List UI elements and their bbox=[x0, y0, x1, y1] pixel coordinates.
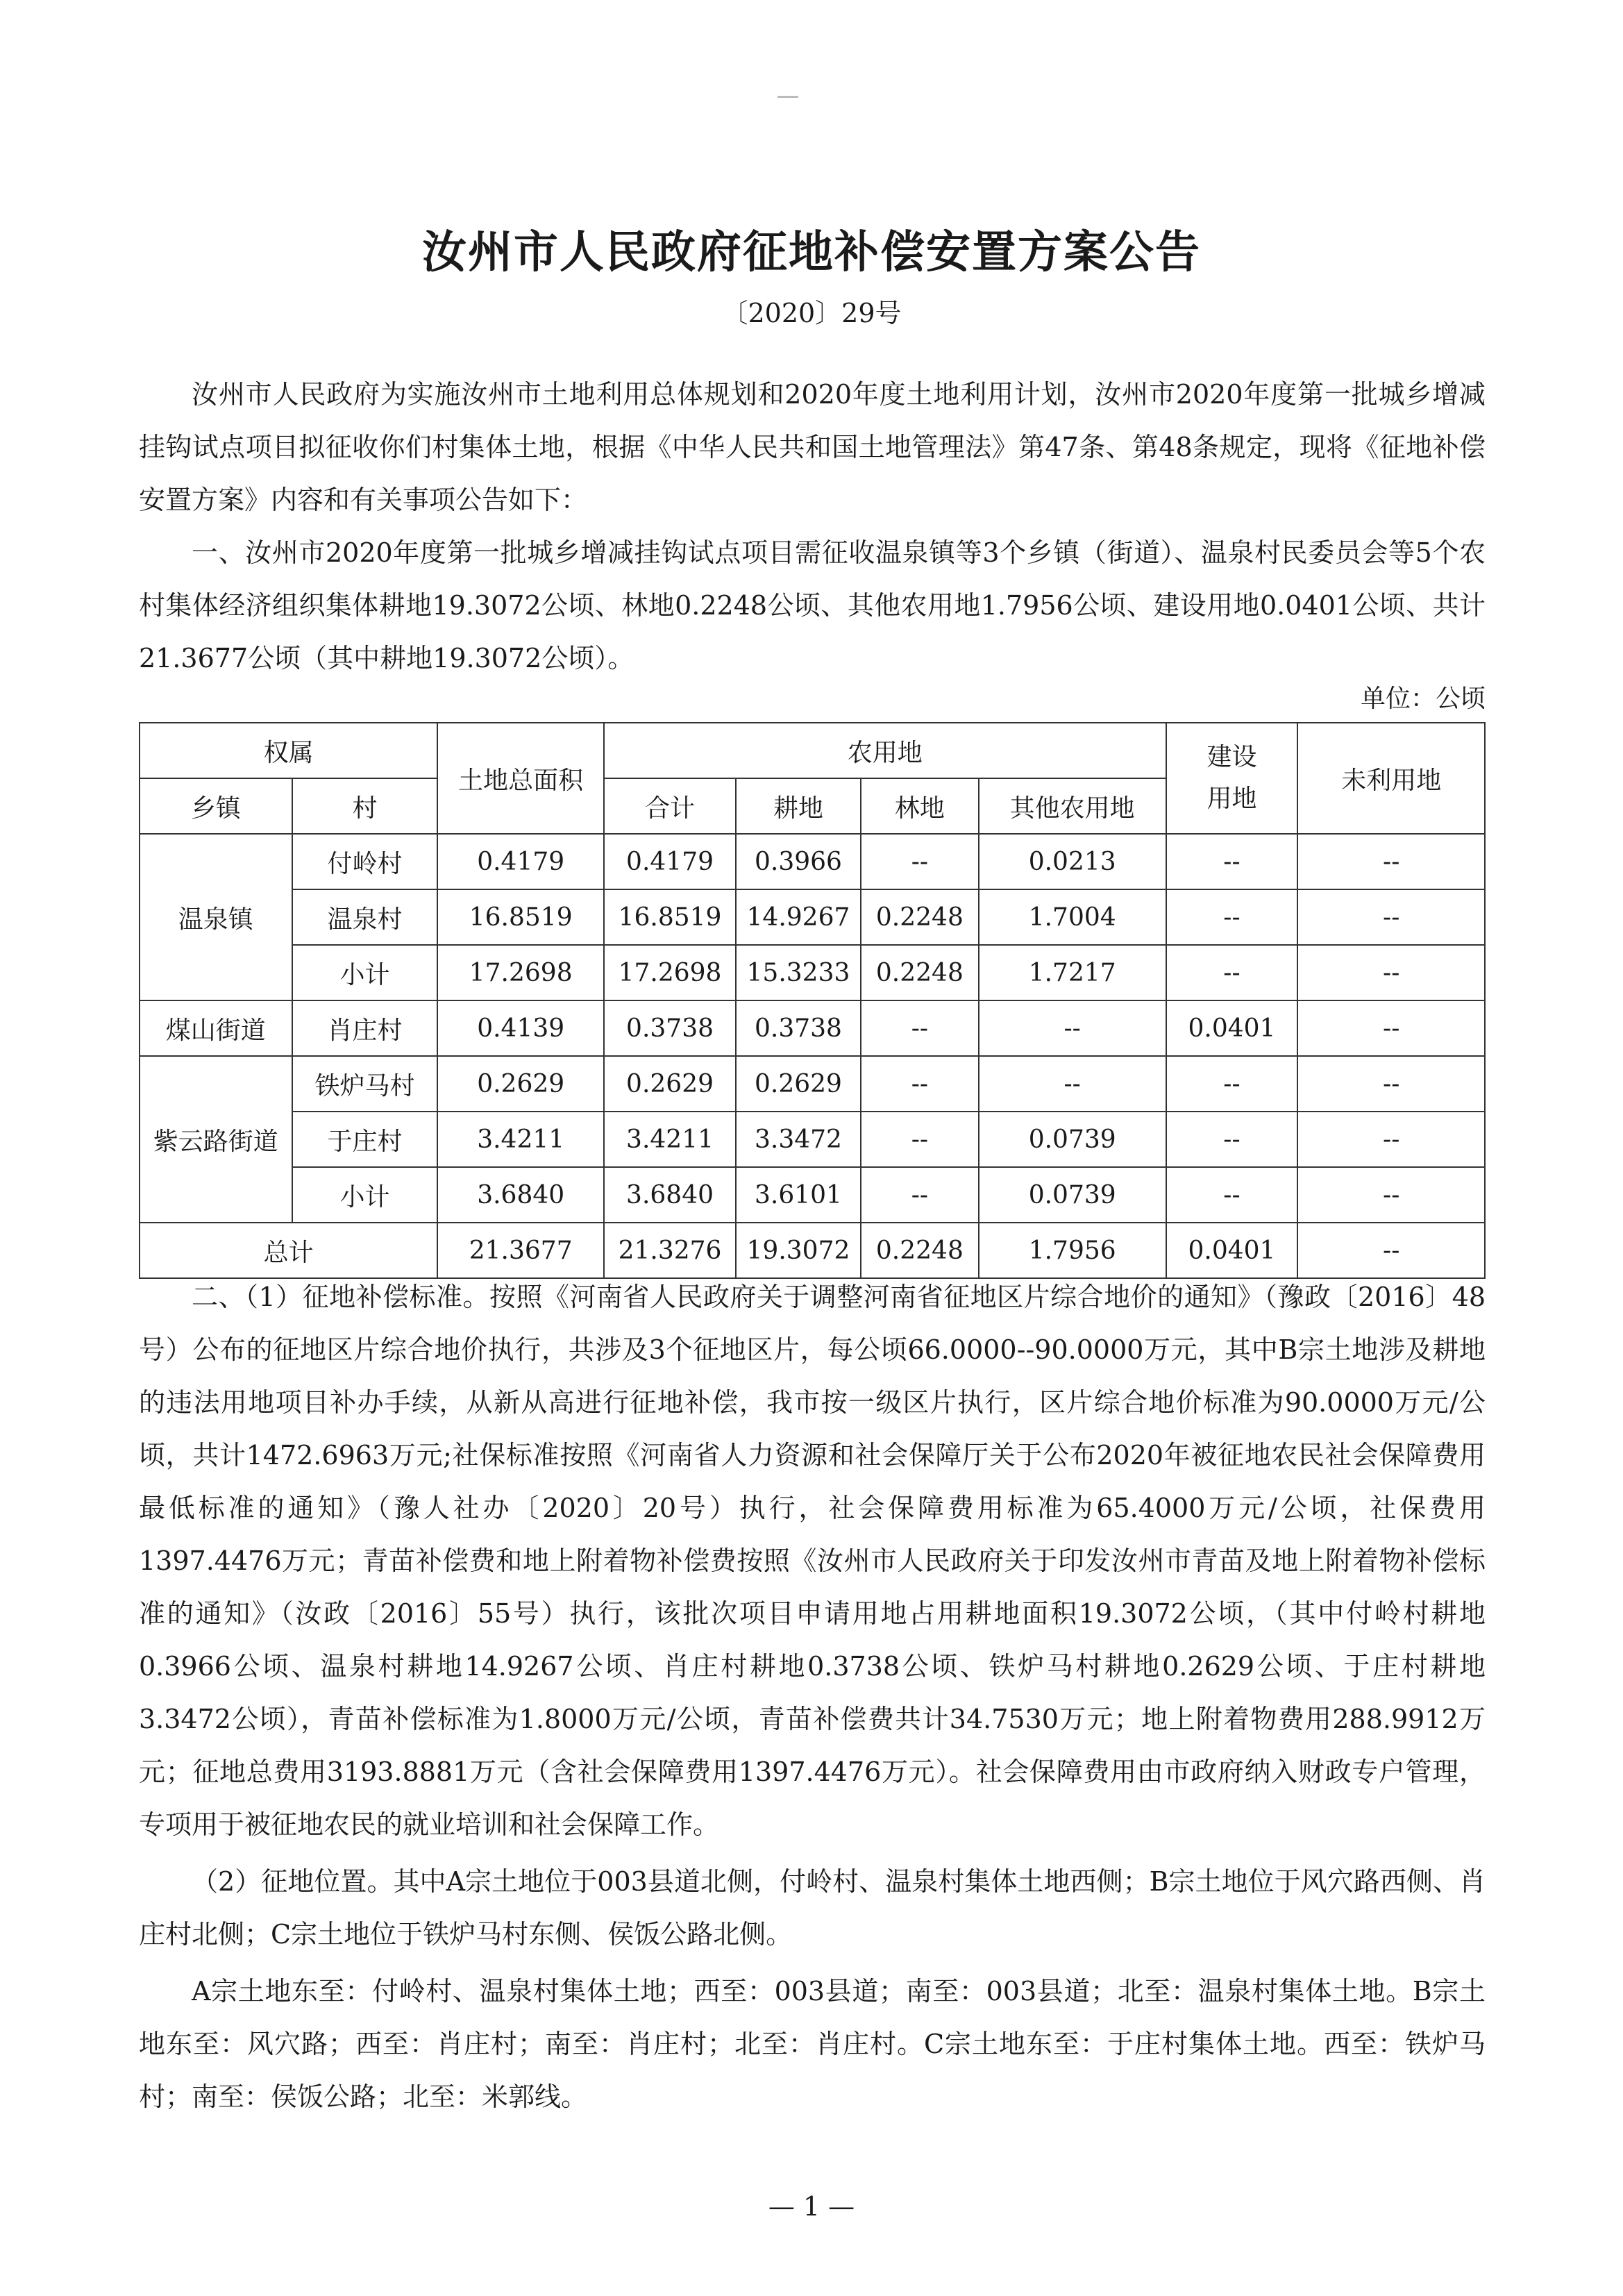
table-cell: 0.0401 bbox=[1166, 1000, 1298, 1056]
table-cell: -- bbox=[1297, 1000, 1485, 1056]
intro-block bbox=[139, 368, 1486, 685]
table-cell: 0.2629 bbox=[604, 1056, 736, 1112]
table-cell: -- bbox=[1166, 945, 1298, 1000]
table-cell: 3.6840 bbox=[437, 1167, 604, 1223]
village-cell: 温泉村 bbox=[292, 889, 438, 945]
table-cell: -- bbox=[1166, 1167, 1298, 1223]
table-cell: -- bbox=[1166, 889, 1298, 945]
table-cell: 1.7956 bbox=[979, 1223, 1166, 1278]
table-cell: 0.2248 bbox=[861, 1223, 979, 1278]
village-cell: 于庄村 bbox=[292, 1112, 438, 1167]
section-2-2-paragraph: （2）征地位置。其中A宗土地位于003县道北侧，付岭村、温泉村集体土地西侧；B宗土地位于风穴路西侧、肖庄村北侧；C宗土地位于铁炉马村东侧、侯饭公路北侧。 bbox=[139, 1866, 1486, 1950]
header-construction-land: 建设用地 bbox=[1166, 723, 1298, 834]
header-town: 乡镇 bbox=[140, 778, 292, 834]
table-cell: -- bbox=[861, 1112, 979, 1167]
header-agricultural-land: 农用地 bbox=[604, 723, 1166, 778]
table-cell: 0.2629 bbox=[736, 1056, 861, 1112]
header-other-agri: 其他农用地 bbox=[979, 778, 1166, 834]
table-cell: 0.3738 bbox=[736, 1000, 861, 1056]
header-forest: 林地 bbox=[861, 778, 979, 834]
village-cell: 肖庄村 bbox=[292, 1000, 438, 1056]
page-number: — 1 — bbox=[768, 2191, 855, 2222]
table-cell: 0.4139 bbox=[437, 1000, 604, 1056]
table-cell: -- bbox=[979, 1000, 1166, 1056]
table-cell: 0.4179 bbox=[604, 834, 736, 889]
table-cell: -- bbox=[861, 1056, 979, 1112]
table-cell: -- bbox=[1166, 1112, 1298, 1167]
table-cell: -- bbox=[979, 1056, 1166, 1112]
table-cell: 0.3738 bbox=[604, 1000, 736, 1056]
table-cell: -- bbox=[1297, 834, 1485, 889]
table-cell: -- bbox=[1166, 1056, 1298, 1112]
scan-mark bbox=[777, 96, 798, 98]
table-row bbox=[140, 1167, 1485, 1223]
table-row bbox=[140, 1112, 1485, 1167]
table-row bbox=[140, 834, 1485, 889]
table-cell: 0.0739 bbox=[979, 1112, 1166, 1167]
unit-label: 单位：公顷 bbox=[1360, 685, 1486, 713]
table-cell: -- bbox=[861, 1000, 979, 1056]
header-village: 村 bbox=[292, 778, 438, 834]
table-cell: 17.2698 bbox=[437, 945, 604, 1000]
table-cell: 14.9267 bbox=[736, 889, 861, 945]
table-cell: -- bbox=[1297, 1167, 1485, 1223]
table-cell: 0.2629 bbox=[437, 1056, 604, 1112]
table-row bbox=[140, 1000, 1485, 1056]
village-cell: 小计 bbox=[292, 1167, 438, 1223]
table-cell: 15.3233 bbox=[736, 945, 861, 1000]
table-cell: 17.2698 bbox=[604, 945, 736, 1000]
table-cell: 0.0401 bbox=[1166, 1223, 1298, 1278]
intro-paragraph: 汝州市人民政府为实施汝州市土地利用总体规划和2020年度土地利用计划，汝州市2020年度第一批城乡增减挂钩试点项目拟征收你们村集体土地，根据《中华人民共和国土地管理法》第47条、第48条规定，现将《征地补偿安置方案》内容和有关事项公告如下： bbox=[139, 379, 1486, 515]
table-cell: -- bbox=[1166, 834, 1298, 889]
table-row bbox=[140, 1056, 1485, 1112]
table-cell: -- bbox=[1297, 889, 1485, 945]
table-cell: 0.0739 bbox=[979, 1167, 1166, 1223]
table-cell: 0.4179 bbox=[437, 834, 604, 889]
table-cell: 3.6840 bbox=[604, 1167, 736, 1223]
section-1-paragraph: 一、汝州市2020年度第一批城乡增减挂钩试点项目需征收温泉镇等3个乡镇（街道）、温泉村民委员会等5个农村集体经济组织集体耕地19.3072公顷、林地0.2248公顷、其他农用地1.7956公顷、建设用地0.0401公顷、共计21.3677公顷（其中耕地19.3072公顷）。 bbox=[139, 537, 1486, 673]
village-cell: 铁炉马村 bbox=[292, 1056, 438, 1112]
document-title: 汝州市人民政府征地补偿安置方案公告 bbox=[422, 226, 1201, 278]
table-cell: 3.3472 bbox=[736, 1112, 861, 1167]
table-cell: 3.4211 bbox=[437, 1112, 604, 1167]
table-cell: 3.6101 bbox=[736, 1167, 861, 1223]
village-cell: 小计 bbox=[292, 945, 438, 1000]
section-2-1-paragraph: 二、（1）征地补偿标准。按照《河南省人民政府关于调整河南省征地区片综合地价的通知》（豫政〔2016〕48号）公布的征地区片综合地价执行，共涉及3个征地区片，每公顷66.0000--90.0000万元，其中B宗土地涉及耕地的违法用地项目补办手续，从新从高进行征地补偿，我市按一级区片执行，区片综合地价标准为90.0000万元/公顷，共计1472.6963万元;社保标准按照《河南省人力资源和社会保障厅关于公布2020年被征地农民社会保障费用最低标准的通知》（豫人社办〔2020〕20号）执行，社会保障费用标准为65.4000万元/公顷，社保费用1397.4476万元；青苗补偿费和地上附着物补偿费按照《汝州市人民政府关于印发汝州市青苗及地上附着物补偿标准的通知》（汝政〔2016〕55号）执行，该批次项目申请用地占用耕地面积19.3072公顷，（其中付岭村耕地0.3966公顷、温泉村耕地14.9267公顷、肖庄村耕地0.3738公顷、铁炉马村耕地0.2629公顷、于庄村耕地3.3472公顷），青苗补偿标准为1.8000万元/公顷，青苗补偿费共计34.7530万元；地上附着物费用288.9912万元；征地总费用3193.8881万元（含社会保障费用1397.4476万元）。社会保障费用由市政府纳入财政专户管理，专项用于被征地农民的就业培训和社会保障工作。 bbox=[139, 1282, 1486, 1840]
table-cell: 1.7217 bbox=[979, 945, 1166, 1000]
table-cell: -- bbox=[1297, 1223, 1485, 1278]
table-total-row bbox=[140, 1223, 1485, 1278]
table-cell: 16.8519 bbox=[604, 889, 736, 945]
header-total-area: 土地总面积 bbox=[437, 723, 604, 834]
table-cell: 1.7004 bbox=[979, 889, 1166, 945]
table-cell: 0.0213 bbox=[979, 834, 1166, 889]
header-unused-land: 未利用地 bbox=[1297, 723, 1485, 834]
table-cell: 3.4211 bbox=[604, 1112, 736, 1167]
table-cell: 21.3276 bbox=[604, 1223, 736, 1278]
table-cell: -- bbox=[1297, 1112, 1485, 1167]
header-farmland: 耕地 bbox=[736, 778, 861, 834]
village-cell: 付岭村 bbox=[292, 834, 438, 889]
table-cell: 19.3072 bbox=[736, 1223, 861, 1278]
table-cell: -- bbox=[861, 834, 979, 889]
table-row bbox=[140, 945, 1485, 1000]
table-cell: 0.3966 bbox=[736, 834, 861, 889]
table-cell: 21.3677 bbox=[437, 1223, 604, 1278]
table-cell: 0.2248 bbox=[861, 889, 979, 945]
header-sum: 合计 bbox=[604, 778, 736, 834]
table-cell: -- bbox=[1297, 1056, 1485, 1112]
table-cell: -- bbox=[1297, 945, 1485, 1000]
town-cell: 温泉镇 bbox=[140, 834, 292, 1000]
table-cell: 0.2248 bbox=[861, 945, 979, 1000]
total-label: 总计 bbox=[140, 1223, 437, 1278]
document-number: 〔2020〕29号 bbox=[721, 298, 902, 328]
section-2-block bbox=[139, 1271, 1486, 2123]
table-row bbox=[140, 889, 1485, 945]
header-ownership: 权属 bbox=[140, 723, 437, 778]
land-table bbox=[139, 722, 1486, 1279]
table-cell: 16.8519 bbox=[437, 889, 604, 945]
town-cell: 煤山街道 bbox=[140, 1000, 292, 1056]
table-header-row bbox=[140, 723, 1485, 778]
section-2-3-paragraph: A宗土地东至：付岭村、温泉村集体土地；西至：003县道；南至：003县道；北至：温泉村集体土地。B宗土地东至：风穴路；西至：肖庄村；南至：肖庄村；北至：肖庄村。C宗土地东至：于庄村集体土地。西至：铁炉马村；南至：侯饭公路；北至：米郭线。 bbox=[139, 1976, 1486, 2112]
table-cell: -- bbox=[861, 1167, 979, 1223]
town-cell: 紫云路街道 bbox=[140, 1056, 292, 1223]
